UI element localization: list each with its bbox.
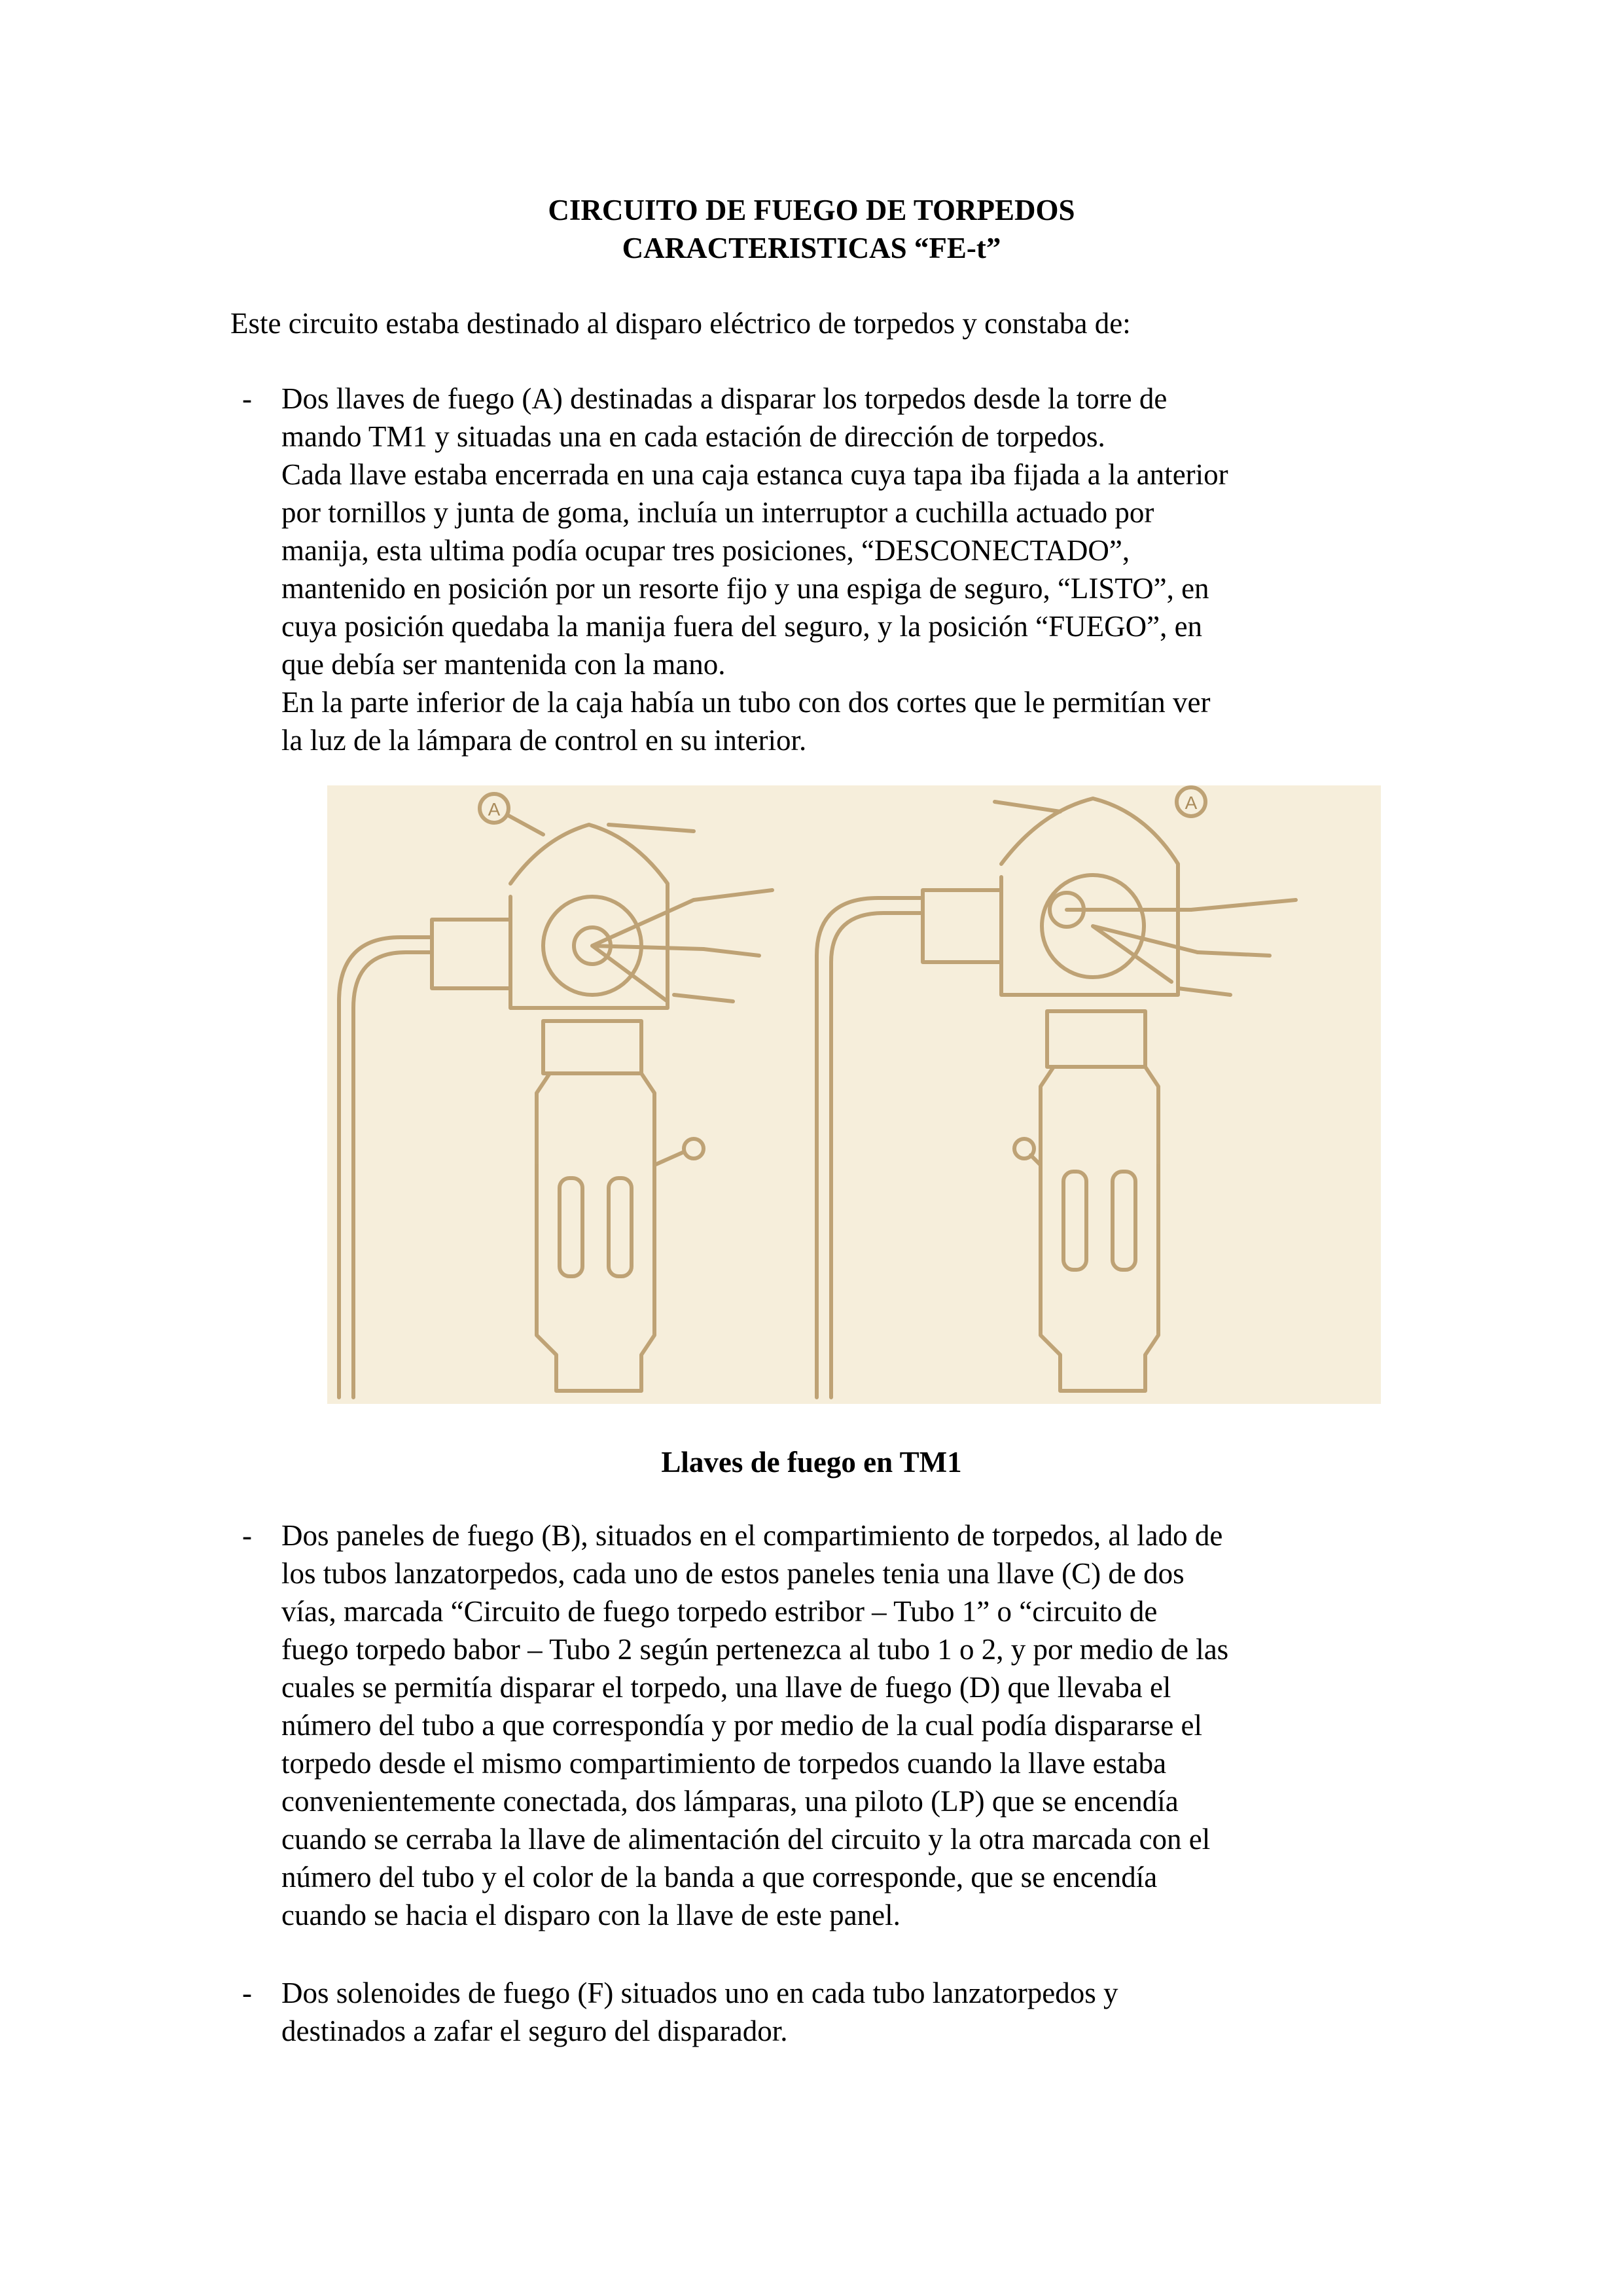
text-line: Dos solenoides de fuego (F) situados uno en cada tubo lanzatorpedos y [281,1977,1118,2009]
text-line: cuales se permitía disparar el torpedo, una llave de fuego (D) que llevaba el [281,1671,1171,1704]
text-line: mantenido en posición por un resorte fijo y una espiga de seguro, “LISTO”, en [281,572,1209,605]
text-line: la luz de la lámpara de control en su interior. [281,724,807,757]
intro-paragraph: Este circuito estaba destinado al disparo eléctrico de torpedos y constaba de: [230,307,1131,340]
text-line: fuego torpedo babor – Tubo 2 según pertenezca al tubo 1 o 2, y por medio de las [281,1633,1229,1666]
list-item-fire-keys [242,380,1427,759]
document-title: CIRCUITO DE FUEGO DE TORPEDOS [548,194,1075,226]
text-line: número del tubo y el color de la banda a que corresponde, que se encendía [281,1861,1158,1893]
text-line: destinados a zafar el seguro del disparador. [281,2015,788,2047]
text-line: Dos llaves de fuego (A) destinadas a disparar los torpedos desde la torre de [281,382,1168,415]
text-line: Cada llave estaba encerrada en una caja estanca cuya tapa iba fijada a la anterior [281,458,1228,491]
text-line: manija, esta ultima podía ocupar tres posiciones, “DESCONECTADO”, [281,534,1130,567]
text-line: convenientemente conectada, dos lámparas, una piloto (LP) que se encendía [281,1785,1179,1818]
list-bullet: - [242,1519,252,1552]
text-line: torpedo desde el mismo compartimiento de torpedos cuando la llave estaba [281,1747,1167,1780]
text-line: Dos paneles de fuego (B), situados en el compartimiento de torpedos, al lado de [281,1519,1223,1552]
fire-keys-illustration [327,785,1381,1404]
list-item-fire-panels [242,1516,1427,1934]
text-line: número del tubo a que correspondía y por medio de la cual podía dispararse el [281,1709,1203,1742]
figure-caption: Llaves de fuego en TM1 [661,1446,962,1479]
fire-keys-drawing [327,785,1381,1404]
text-line: por tornillos y junta de goma, incluía un interruptor a cuchilla actuado por [281,496,1154,529]
list-item-fire-solenoids [242,1974,1427,2050]
figure-label-left: A [488,799,501,819]
text-line: cuya posición quedaba la manija fuera del seguro, y la posición “FUEGO”, en [281,610,1203,643]
text-line: cuando se cerraba la llave de alimentación del circuito y la otra marcada con el [281,1823,1211,1856]
text-line: En la parte inferior de la caja había un tubo con dos cortes que le permitían ver [281,686,1211,719]
text-line: cuando se hacia el disparo con la llave de este panel. [281,1899,901,1931]
text-line: los tubos lanzatorpedos, cada uno de estos paneles tenia una llave (C) de dos [281,1557,1185,1590]
text-line: vías, marcada “Circuito de fuego torpedo estribor – Tubo 1” o “circuito de [281,1595,1158,1628]
document-subtitle: CARACTERISTICAS “FE-t” [622,232,1001,264]
text-line: mando TM1 y situadas una en cada estación de dirección de torpedos. [281,420,1105,453]
list-bullet: - [242,382,252,415]
text-line: que debía ser mantenida con la mano. [281,648,726,681]
list-bullet: - [242,1977,252,2009]
figure-label-right: A [1185,793,1198,813]
